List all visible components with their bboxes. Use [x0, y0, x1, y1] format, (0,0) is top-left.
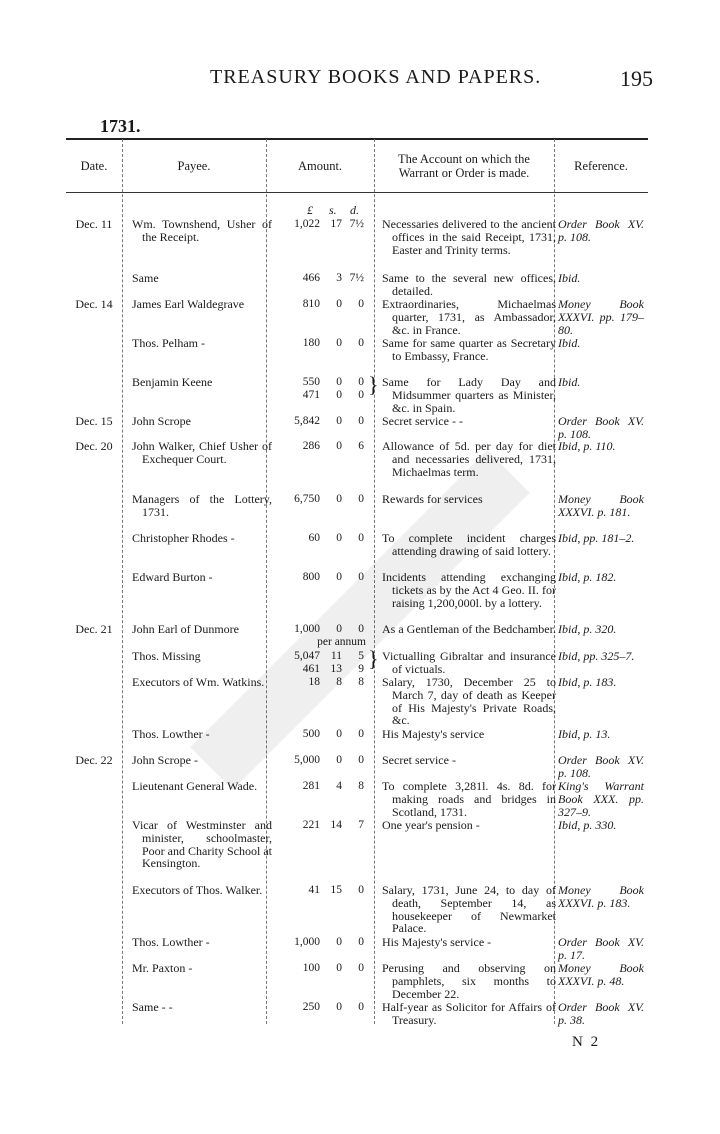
table-row — [66, 492, 648, 519]
row-account: Rewards for services — [382, 492, 483, 506]
amount-shillings: 0 — [336, 415, 342, 427]
amount-pounds: 5,047 — [294, 650, 320, 662]
amount-pounds: 800 — [302, 571, 320, 583]
row-payee: Mr. Paxton - — [132, 961, 193, 975]
table-row — [66, 1000, 648, 1027]
amount-pence: 0 — [358, 337, 364, 349]
row-reference: King's Warrant Book XXX. pp. 327–9. — [558, 779, 644, 819]
row-reference: Money Book XXXVI. p. 183. — [558, 883, 644, 910]
table-row — [66, 961, 648, 1001]
row-payee: Thos. Pelham - — [132, 336, 205, 350]
amount-brace: } — [368, 646, 379, 671]
unit-shillings: s. — [329, 203, 337, 217]
row-account: Incidents attending exchanging tickets as by the Act 4 Geo. II. for raising 1,200,000l. by a lottery. — [382, 570, 556, 610]
amount-pence: 5 — [358, 650, 364, 662]
row-reference: Order Book XV. p. 38. — [558, 1000, 644, 1027]
amount-pence: 7 — [358, 819, 364, 831]
row-payee: John Scrope — [132, 414, 191, 428]
column-header-amount: Amount. — [297, 159, 343, 173]
table-row — [66, 779, 648, 819]
amount-pounds: 41 — [308, 884, 320, 896]
amount-shillings: 0 — [336, 298, 342, 310]
amount-shillings: 0 — [336, 623, 342, 635]
amount-pounds: 810 — [302, 298, 320, 310]
row-account: Salary, 1730, December 25 to March 7, day of death as Keeper of His Majesty's Private Roads, &c. — [382, 675, 556, 728]
amount-pounds: 60 — [308, 532, 320, 544]
unit-pounds: £ — [307, 203, 313, 217]
table-row — [66, 727, 648, 741]
table-row — [66, 935, 648, 962]
amount-pounds: 6,750 — [294, 493, 320, 505]
table-row — [66, 622, 648, 648]
amount-shillings: 0 — [336, 936, 342, 948]
amount-pounds: 461 — [302, 663, 320, 675]
row-payee: Lieutenant General Wade. — [132, 779, 258, 793]
amount-shillings: 14 — [330, 819, 342, 831]
amount-pence: 0 — [358, 389, 364, 401]
amount-brace: } — [368, 372, 379, 397]
amount-shillings: 0 — [336, 1001, 342, 1013]
row-payee: Benjamin Keene — [132, 375, 213, 389]
amount-pence: 0 — [358, 376, 364, 388]
row-payee: Wm. Townshend, Usher of the Receipt. — [132, 217, 272, 244]
row-account: Secret service - - — [382, 414, 463, 428]
row-payee: Christopher Rhodes - — [132, 531, 235, 545]
amount-pounds: 5,842 — [294, 415, 320, 427]
amount-shillings: 0 — [336, 376, 342, 388]
row-date: Dec. 20 — [75, 439, 113, 453]
amount-pence: 7½ — [349, 218, 364, 230]
row-account: Extraordinaries, Michaelmas quarter, 1731, as Ambassador, &c. in France. — [382, 297, 556, 337]
table-row — [66, 753, 648, 780]
row-account: Perusing and observing on pamphlets, six months to December 22. — [382, 961, 556, 1001]
row-reference: Ibid, pp. 181–2. — [558, 531, 635, 545]
row-payee: Thos. Missing — [132, 649, 201, 663]
table-row — [66, 570, 648, 610]
amount-shillings: 0 — [336, 571, 342, 583]
row-payee: Executors of Thos. Walker. — [132, 883, 263, 897]
amount-pounds: 5,000 — [294, 754, 320, 766]
amount-shillings: 4 — [336, 780, 342, 792]
amount-pounds: 221 — [302, 819, 320, 831]
amount-shillings: 17 — [330, 218, 342, 230]
row-reference: Money Book XXXVI. p. 48. — [558, 961, 644, 988]
table-row — [66, 439, 648, 479]
row-account: His Majesty's service - — [382, 935, 492, 949]
row-date: Dec. 21 — [75, 622, 113, 636]
row-reference: Money Book XXXVI. pp. 179–80. — [558, 297, 644, 337]
row-account: Victualling Gibraltar and insurance of victuals. — [382, 649, 556, 676]
amount-pence: 0 — [358, 493, 364, 505]
row-reference: Ibid, p. 320. — [558, 622, 617, 636]
amount-shillings: 8 — [336, 676, 342, 688]
row-account: To complete 3,281l. 4s. 8d. for making roads and bridges in Scotland, 1731. — [382, 779, 556, 819]
row-reference: Ibid, pp. 325–7. — [558, 649, 635, 663]
row-date: Dec. 15 — [75, 414, 113, 428]
amount-pounds: 100 — [302, 962, 320, 974]
table-row — [66, 297, 648, 337]
amount-pence: 0 — [358, 415, 364, 427]
unit-pence: d. — [350, 203, 359, 217]
row-payee: James Earl Waldegrave — [132, 297, 245, 311]
row-reference: Order Book XV. p. 17. — [558, 935, 644, 962]
amount-pounds: 180 — [302, 337, 320, 349]
column-header-account: The Account on which the Warrant or Order is made. — [398, 152, 530, 180]
column-header-payee: Payee. — [177, 159, 211, 173]
amount-shillings: 0 — [336, 337, 342, 349]
row-account: Same for same quarter as Secretary to Embassy, France. — [382, 336, 556, 363]
table-row — [66, 217, 648, 257]
amount-pence: 0 — [358, 298, 364, 310]
running-head: TREASURY BOOKS AND PAPERS. — [210, 66, 542, 88]
row-account: Secret service - — [382, 753, 456, 767]
amount-shillings: 0 — [336, 440, 342, 452]
table-row — [66, 271, 648, 298]
amount-pounds: 471 — [302, 389, 320, 401]
row-payee: Managers of the Lottery, 1731. — [132, 492, 272, 519]
row-account: Same for Lady Day and Midsummer quarters as Minister, &c. in Spain. — [382, 375, 556, 415]
row-payee: Executors of Wm. Watkins. — [132, 675, 265, 689]
row-account: His Majesty's service — [382, 727, 485, 741]
amount-pence: 0 — [358, 962, 364, 974]
row-reference: Ibid. — [558, 271, 581, 285]
amount-pence: 0 — [358, 728, 364, 740]
year-heading: 1731. — [100, 116, 141, 136]
amount-pence: 0 — [358, 623, 364, 635]
row-reference: Order Book XV. p. 108. — [558, 753, 644, 780]
amount-pence: 0 — [358, 754, 364, 766]
row-reference: Ibid. — [558, 375, 581, 389]
amount-pence: 0 — [358, 571, 364, 583]
table-row — [66, 675, 648, 728]
signature-mark: N 2 — [572, 1034, 601, 1050]
amount-shillings: 0 — [336, 493, 342, 505]
amount-pounds: 250 — [302, 1001, 320, 1013]
amount-shillings: 13 — [330, 663, 342, 675]
amount-pounds: 1,000 — [294, 623, 320, 635]
amount-pounds: 286 — [302, 440, 320, 452]
amount-pounds: 18 — [308, 676, 320, 688]
amount-pence: 9 — [358, 663, 364, 675]
table-row — [66, 531, 648, 558]
row-payee: Same — [132, 271, 159, 285]
row-date: Dec. 11 — [75, 217, 113, 231]
table-row — [66, 883, 648, 936]
row-reference: Ibid, p. 110. — [558, 439, 616, 453]
table-row — [66, 646, 648, 676]
amount-pounds: 550 — [302, 376, 320, 388]
row-date: Dec. 14 — [75, 297, 113, 311]
row-payee: Vicar of Westminster and minister, schoolmaster, Poor and Charity School at Kensington. — [132, 818, 272, 871]
column-header-reference: Reference. — [574, 159, 628, 173]
row-payee: Same - - — [132, 1000, 173, 1014]
row-reference: Order Book XV. p. 108. — [558, 217, 644, 244]
amount-shillings: 11 — [330, 650, 342, 662]
row-reference: Order Book XV. p. 108. — [558, 414, 644, 441]
amount-pence: 8 — [358, 780, 364, 792]
table-row — [66, 818, 648, 871]
amount-shillings: 0 — [336, 389, 342, 401]
row-reference: Ibid. — [558, 336, 581, 350]
amount-pounds: 1,022 — [294, 218, 320, 230]
column-header-date: Date. — [80, 159, 108, 173]
row-date: Dec. 22 — [75, 753, 113, 767]
row-payee: Edward Burton - — [132, 570, 213, 584]
row-reference: Ibid, p. 330. — [558, 818, 617, 832]
row-reference: Money Book XXXVI. p. 181. — [558, 492, 644, 519]
amount-pounds: 466 — [302, 272, 320, 284]
row-payee: Thos. Lowther - — [132, 727, 210, 741]
amount-shillings: 0 — [336, 532, 342, 544]
amount-shillings: 15 — [330, 884, 342, 896]
row-account: One year's pension - — [382, 818, 480, 832]
row-account: Salary, 1731, June 24, to day of death, September 14, as housekeeper of Newmarket Palace. — [382, 883, 556, 936]
row-payee: Thos. Lowther - — [132, 935, 210, 949]
amount-note: per annum — [317, 636, 366, 648]
amount-pence: 6 — [358, 440, 364, 452]
amount-shillings: 0 — [336, 754, 342, 766]
row-account: Same to the several new offices, detailed. — [382, 271, 556, 298]
table-row — [66, 414, 648, 441]
row-reference: Ibid, p. 182. — [558, 570, 617, 584]
amount-pence: 0 — [358, 532, 364, 544]
row-account: To complete incident charges attending drawing of said lottery. — [382, 531, 556, 558]
amount-shillings: 0 — [336, 728, 342, 740]
row-account: As a Gentleman of the Bedchamber. — [382, 622, 556, 636]
page-number: 195 — [620, 66, 653, 91]
amount-pounds: 281 — [302, 780, 320, 792]
table-row — [66, 372, 648, 415]
amount-pence: 0 — [358, 1001, 364, 1013]
row-payee: John Earl of Dunmore — [132, 622, 239, 636]
amount-pounds: 500 — [302, 728, 320, 740]
row-payee: John Scrope - — [132, 753, 198, 767]
table-header-rule — [66, 192, 648, 193]
amount-shillings: 0 — [336, 962, 342, 974]
amount-pence: 7½ — [349, 272, 364, 284]
table-row — [66, 336, 648, 363]
amount-pence: 0 — [358, 884, 364, 896]
row-account: Allowance of 5d. per day for diet and necessaries delivered, 1731, Michaelmas term. — [382, 439, 556, 479]
amount-pence: 0 — [358, 936, 364, 948]
row-reference: Ibid, p. 13. — [558, 727, 611, 741]
amount-shillings: 3 — [336, 272, 342, 284]
amount-pounds: 1,000 — [294, 936, 320, 948]
row-reference: Ibid, p. 183. — [558, 675, 617, 689]
row-account: Necessaries delivered to the ancient offices in the said Receipt, 1731, Easter and Trinity terms. — [382, 217, 556, 257]
row-payee: John Walker, Chief Usher of Exchequer Court. — [132, 439, 272, 466]
amount-pence: 8 — [358, 676, 364, 688]
row-account: Half-year as Solicitor for Affairs of Treasury. — [382, 1000, 556, 1027]
